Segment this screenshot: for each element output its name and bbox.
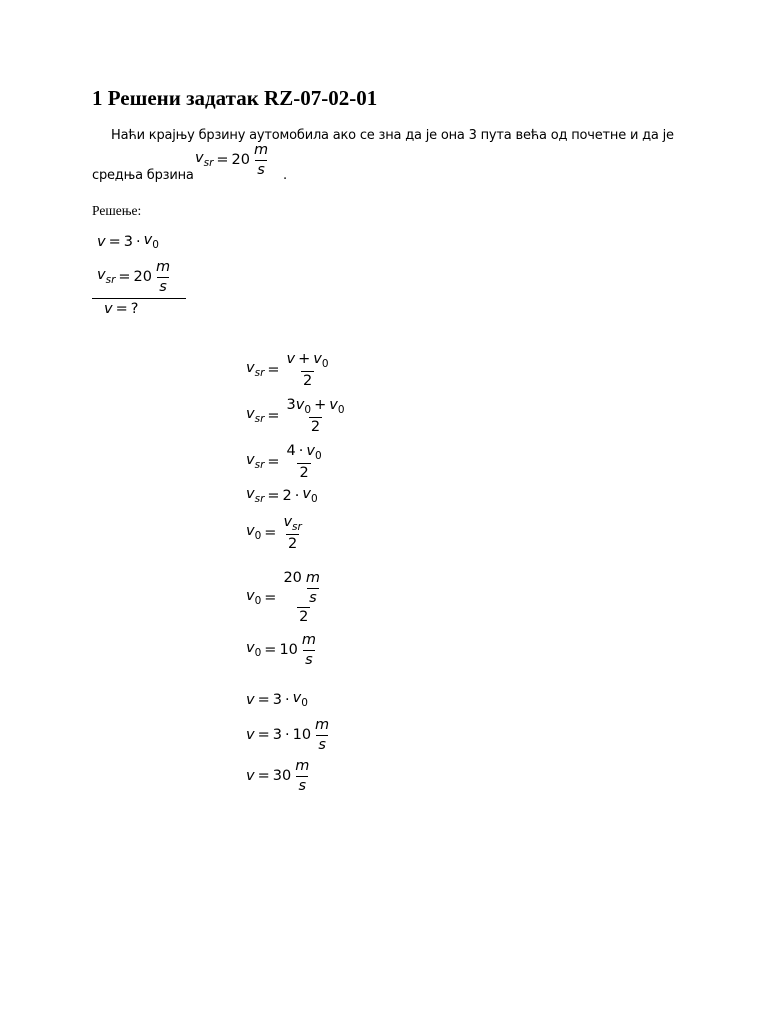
math-variable: $v_0$ [313,350,329,370]
step-vsr-2v0 [246,487,318,505]
math-variable: $v_{sr}$ [195,150,214,170]
given-vsr-20 [97,260,174,294]
math-operator: · [284,691,290,708]
step-v-3v0 [246,691,308,709]
math-fraction [285,444,324,481]
math-number: 2 [288,536,298,552]
task-text-line-1: Наћи крајњу брзину аутомобила ако се зна да је она 3 пута већа од почетне и да је [111,128,674,143]
math-variable: s [309,589,317,606]
fraction-numerator [285,398,347,418]
fraction-numerator [154,260,172,277]
math-subscript: sr [254,367,265,380]
math-fraction [281,571,326,625]
math-subscript: 0 [314,449,322,462]
math-variable: $v_{sr}$ [283,513,302,533]
math-variable: $v_0$ [292,690,308,709]
fraction-denominator [255,160,267,178]
math-variable: v [97,233,106,250]
fraction-denominator [286,534,299,552]
math-subscript: 0 [337,403,345,416]
math-variable: v [246,767,255,784]
math-number: 2 [299,609,309,625]
math-number: 2 [310,419,321,435]
math-fraction [300,633,318,667]
math-operator: = [257,726,270,743]
math-operator: = [257,691,270,708]
given-separator-line [92,298,186,299]
math-variable: $v_0$ [306,442,322,462]
math-variable: $v_{sr}$ [246,486,265,505]
math-variable: m [301,632,317,648]
math-subscript: 0 [304,403,312,416]
math-variable: $v_{sr}$ [246,406,265,426]
math-operator: = [264,524,277,541]
math-variable: $v_{sr}$ [97,267,116,287]
fraction-denominator [307,588,319,606]
fraction-denominator [297,607,310,625]
math-operator: · [294,487,300,504]
task-text-line-2: средња брзина [92,168,194,183]
math-operator: + [298,350,311,367]
math-fraction [285,398,347,435]
math-variable: s [318,736,326,753]
math-subscript: 0 [321,357,329,370]
fraction-denominator [309,417,322,435]
step-vsr-average [246,352,333,389]
math-variable: m [315,717,330,733]
fraction-denominator [157,277,169,295]
math-operator: = [264,589,277,606]
fraction-denominator [296,776,308,794]
math-variable: m [156,259,171,275]
math-subscript: 0 [301,697,308,709]
math-variable: $v_{sr}$ [246,360,265,380]
fraction-numerator [304,571,322,588]
math-variable: m [295,758,310,774]
math-number: 20 [133,268,152,285]
fraction-numerator [281,571,326,607]
given-unknown-v [104,302,138,317]
math-subscript: sr [292,520,302,533]
math-number: 3 [286,396,296,413]
math-subscript: sr [254,493,265,505]
math-operator: · [298,442,304,459]
math-subscript: 0 [310,493,318,505]
fraction-numerator [252,143,270,160]
fraction-denominator [301,371,314,389]
step-v0-10 [246,633,320,667]
math-variable: $v_0$ [143,232,159,251]
math-subscript: sr [254,413,265,426]
math-variable: $v_0$ [246,588,262,607]
fraction-numerator [285,352,331,372]
math-subscript: 0 [254,647,262,660]
page-title: 1 Решени задатак RZ-07-02-01 [92,86,378,110]
math-operator: = [264,641,277,658]
math-operator: = [257,767,270,784]
math-operator: + [314,396,327,413]
step-vsr-3v0-plus-v0 [246,398,349,435]
step-v0-20-half [246,571,328,625]
math-variable: $v_0$ [302,486,318,505]
fraction-numerator [281,515,303,535]
fraction-numerator [293,759,311,776]
math-number: 10 [279,641,298,658]
math-number: 4 [286,442,296,459]
step-vsr-4v0 [246,444,326,481]
math-variable: $v_0$ [246,523,262,543]
math-variable: v [104,300,113,317]
math-fraction [252,143,270,177]
math-number: 3 [123,233,133,250]
math-number: 10 [292,726,312,743]
math-variable: $v_0$ [329,396,345,416]
math-variable: s [257,161,265,178]
math-subscript: sr [203,157,214,170]
math-number: 2 [299,465,309,481]
fraction-denominator [303,650,315,668]
math-variable: m [305,570,321,586]
math-operator: = [108,233,121,250]
math-variable: $v_{sr}$ [246,452,265,472]
math-number: 20 [231,151,250,168]
math-variable: s [305,651,313,668]
fraction-denominator [316,735,328,753]
math-fraction [313,718,331,752]
math-number: 3 [272,691,282,708]
step-v-30 [246,759,313,793]
math-variable: s [298,777,307,794]
math-fraction [293,759,311,793]
math-operator: · [135,233,141,250]
math-variable: $v_0$ [246,640,262,660]
math-subscript: 0 [254,595,262,607]
math-subscript: 0 [254,530,262,543]
step-v-3x10 [246,718,333,752]
math-operator: = [115,300,128,317]
math-variable: v [246,691,255,708]
math-fraction [154,260,172,294]
math-variable: v [286,350,296,367]
math-number: ? [130,300,139,317]
math-variable: s [159,278,167,295]
fraction-numerator [300,633,318,650]
math-subscript: sr [254,459,265,472]
math-fraction [281,515,303,552]
math-variable: $v_0$ [295,396,312,416]
math-operator: = [267,407,280,424]
math-subscript: sr [105,274,116,287]
math-operator: · [284,726,290,743]
step-v0-vsr-half [246,515,306,552]
math-subscript: 0 [152,239,159,251]
math-number: 2 [282,487,292,504]
solution-label: Решење: [92,203,142,218]
math-operator: = [267,361,280,378]
math-fraction [285,352,331,389]
math-number: 20 [283,570,302,586]
fraction-denominator [297,463,310,481]
fraction-numerator [285,444,324,464]
task-text-period: . [283,168,287,183]
task-formula-vsr [195,143,272,177]
given-v-equals-3v0 [97,233,159,251]
math-variable: v [246,726,255,743]
math-variable: m [254,142,269,158]
math-number: 2 [302,373,313,389]
math-operator: = [267,453,280,470]
math-number: 3 [272,726,282,743]
math-operator: = [118,268,131,285]
math-operator: = [267,487,280,504]
math-fraction [304,571,322,605]
math-operator: = [216,151,229,168]
fraction-numerator [313,718,331,735]
math-number: 30 [272,767,292,784]
